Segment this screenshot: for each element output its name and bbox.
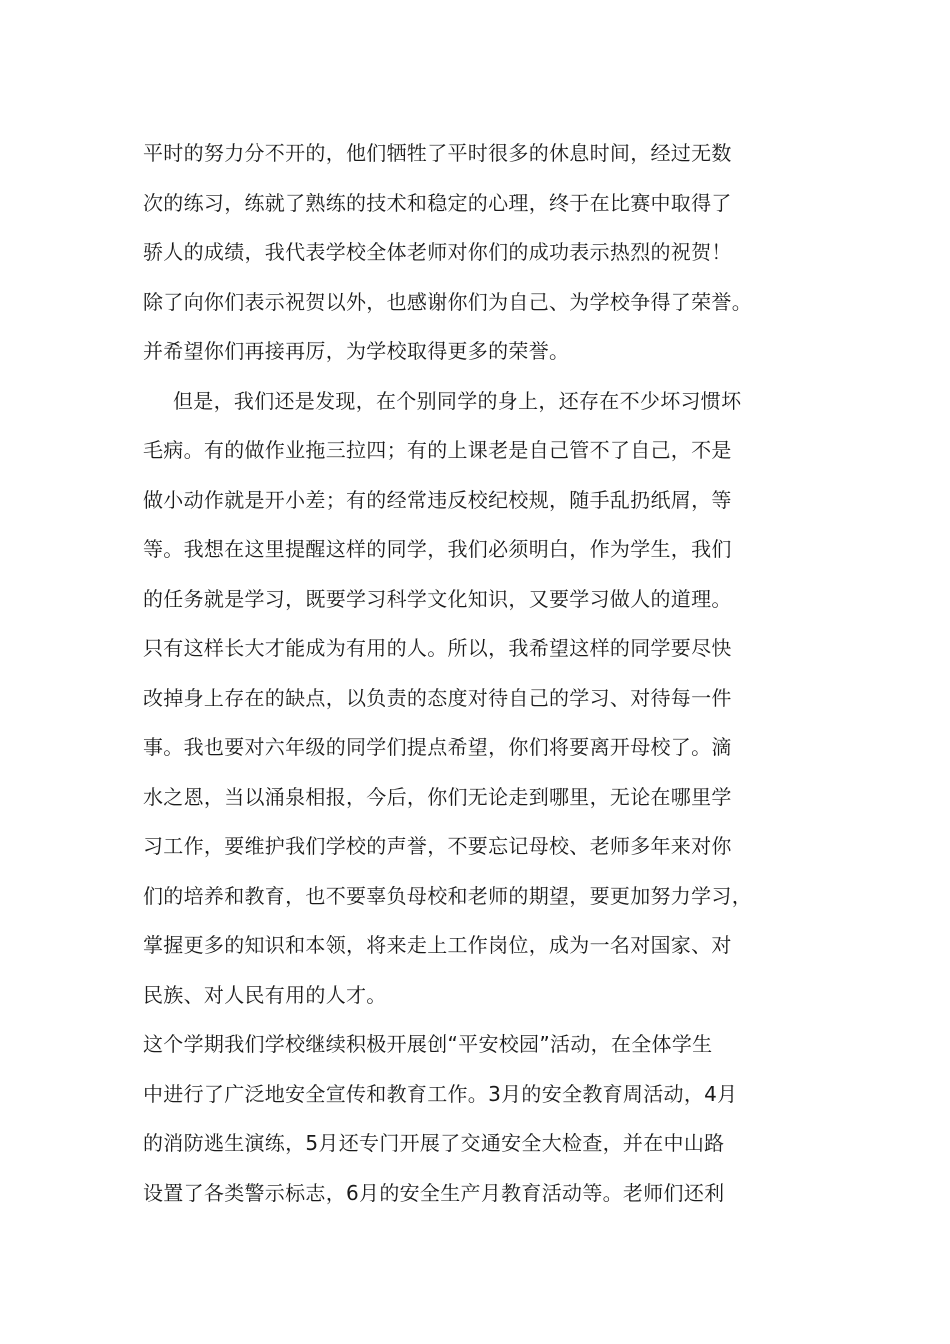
- text-line: 毛病。有的做作业拖三拉四；有的上课老是自己管不了自己，不是: [143, 438, 732, 462]
- text-line: 中进行了广泛地安全宣传和教育工作。3月的安全教育周活动，4月: [143, 1081, 738, 1106]
- paragraph-start-line: 这个学期我们学校继续积极开展创“平安校园”活动，在全体学生: [143, 1032, 713, 1056]
- text-line: 平时的努力分不开的，他们牺牲了平时很多的休息时间，经过无数: [143, 141, 732, 165]
- text-line: 习工作，要维护我们学校的声誉，不要忘记母校、老师多年来对你: [143, 834, 732, 858]
- text-line: 事。我也要对六年级的同学们提点希望，你们将要离开母校了。滴: [143, 735, 732, 759]
- text-line: 掌握更多的知识和本领，将来走上工作岗位，成为一名对国家、对: [143, 933, 732, 957]
- paragraph-start-line: 但是，我们还是发现，在个别同学的身上，还存在不少坏习惯坏: [173, 388, 742, 413]
- text-line: 除了向你们表示祝贺以外，也感谢你们为自己、为学校争得了荣誉。: [143, 289, 752, 314]
- text-line: 做小动作就是开小差；有的经常违反校纪校规，随手乱扔纸屑，等: [143, 487, 732, 512]
- text-line: 改掉身上存在的缺点，以负责的态度对待自己的学习、对待每一件: [143, 685, 732, 710]
- text-line: 的消防逃生演练，5月还专门开展了交通安全大检查，并在中山路: [143, 1131, 725, 1155]
- text-line: 骄人的成绩，我代表学校全体老师对你们的成功表示热烈的祝贺！: [143, 240, 732, 264]
- text-line: 等。我想在这里提醒这样的同学，我们必须明白，作为学生，我们: [143, 537, 732, 561]
- text-line: 次的练习，练就了熟练的技术和稳定的心理，终于在比赛中取得了: [143, 190, 732, 215]
- text-line: 们的培养和教育，也不要辜负母校和老师的期望，要更加努力学习，: [143, 883, 752, 908]
- text-line: 只有这样长大才能成为有用的人。所以，我希望这样的同学要尽快: [143, 636, 732, 660]
- text-line: 设置了各类警示标志，6月的安全生产月教育活动等。老师们还利: [143, 1180, 725, 1205]
- body-text: [143, 132, 833, 1221]
- text-line: 的任务就是学习，既要学习科学文化知识，又要学习做人的道理。: [143, 586, 732, 611]
- text-line: 并希望你们再接再厉，为学校取得更多的荣誉。: [143, 339, 570, 363]
- text-line: 民族、对人民有用的人才。: [143, 982, 387, 1007]
- text-line: 水之恩，当以涌泉相报，今后，你们无论走到哪里，无论在哪里学: [143, 784, 732, 809]
